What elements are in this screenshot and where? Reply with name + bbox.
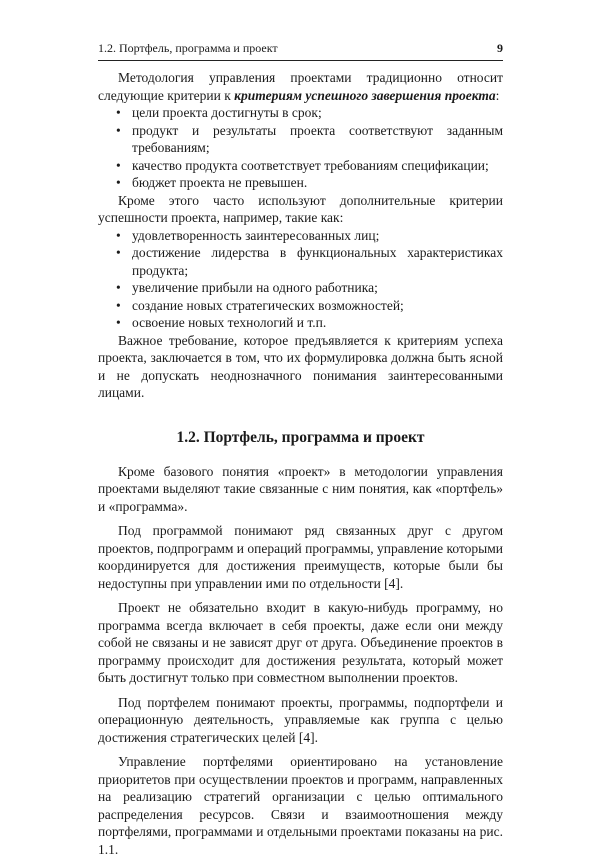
list-item xyxy=(98,174,503,192)
list-item-text: освоение новых технологий и т.п. xyxy=(132,315,327,330)
extra-criteria-list xyxy=(98,227,503,332)
intro-tail: : xyxy=(495,87,500,103)
list-item-text: удовлетворенность заинтересованных лиц; xyxy=(132,227,380,243)
section-paragraph: Под программой понимают ряд связанных друг с другом проектов, подпрограмм и операций программы, управление которыми координируется для достижения преимуществ, которые были бы недоступны при управлении ими по отдельности [4]. xyxy=(98,523,504,591)
success-criteria-term: критериям успешного завершения проекта xyxy=(234,87,496,103)
bullet-icon: • xyxy=(116,122,121,138)
list-item xyxy=(98,279,503,297)
success-criteria-list xyxy=(98,104,503,192)
list-item xyxy=(98,314,503,332)
intro-paragraph xyxy=(98,69,503,104)
bullet-icon: • xyxy=(116,227,121,243)
page-body xyxy=(98,69,503,858)
list-item xyxy=(98,227,503,245)
list-item xyxy=(98,104,503,122)
running-header xyxy=(98,40,503,58)
intro-lead-text: Методология управления проектами традиционно относит следующие критерии к xyxy=(98,70,503,103)
list-item xyxy=(98,244,503,279)
section-paragraph: Под портфелем понимают проекты, программы, подпортфели и операционную деятельность, управляемые как группа с целью достижения стратегических целей [4]. xyxy=(98,694,503,745)
extra-criteria-intro: Кроме этого часто используют дополнительные критерии успешности проекта, например, такие как: xyxy=(98,192,503,225)
bullet-icon: • xyxy=(116,175,121,190)
list-item-text: создание новых стратегических возможностей; xyxy=(132,297,404,313)
bullet-icon: • xyxy=(116,157,121,173)
bullet-icon: • xyxy=(116,245,121,260)
header-divider xyxy=(98,60,503,61)
running-header-title: 1.2. Портфель, программа и проект xyxy=(98,41,278,55)
list-item-text: качество продукта соответствует требованиям спецификации; xyxy=(132,157,489,173)
bullet-icon: • xyxy=(116,105,121,120)
list-item xyxy=(98,297,503,315)
bullet-icon: • xyxy=(116,280,121,295)
list-item-text: увеличение прибыли на одного работника; xyxy=(132,280,378,295)
list-item-text: продукт и результаты проекта соответствуют заданным требованиям; xyxy=(132,122,503,155)
list-item-text: цели проекта достигнуты в срок; xyxy=(132,105,322,120)
requirement-paragraph: Важное требование, которое предъявляется к критериям успеха проекта, заключается в том, что их формулировка должна быть ясной и не допускать неоднозначного понимания заинтересованными лицами. xyxy=(98,332,503,400)
section-paragraph: Управление портфелями ориентировано на установление приоритетов при осуществлении проектов и программ, направленных на реализацию стратегий организации с целью оптимального распределения ресурсов. Связи и взаимоотношения между портфелями, программами и отдельными проектами показаны на рис. 1.1. xyxy=(98,754,503,857)
page-number: 9 xyxy=(497,41,503,55)
bullet-icon: • xyxy=(116,297,121,313)
section-heading: 1.2. Портфель, программа и проект xyxy=(176,428,425,446)
list-item-text: достижение лидерства в функциональных характеристиках продукта; xyxy=(132,245,503,278)
list-item-text: бюджет проекта не превышен. xyxy=(132,175,308,190)
list-item xyxy=(98,157,503,175)
list-item xyxy=(98,122,503,157)
section-paragraph: Проект не обязательно входит в какую-нибудь программу, но программа всегда включает в себя проекты, даже если они между собой не связаны и не зависят друг от друга. Объединение проектов в программу происходит для достижения результата, который может быть достигнут только при совместном выполнении проектов. xyxy=(98,600,503,685)
bullet-icon: • xyxy=(116,315,121,330)
section-paragraph: Кроме базового понятия «проект» в методологии управления проектами выделяют такие связанные с ним понятия, как «портфель» и «программа». xyxy=(98,463,503,514)
